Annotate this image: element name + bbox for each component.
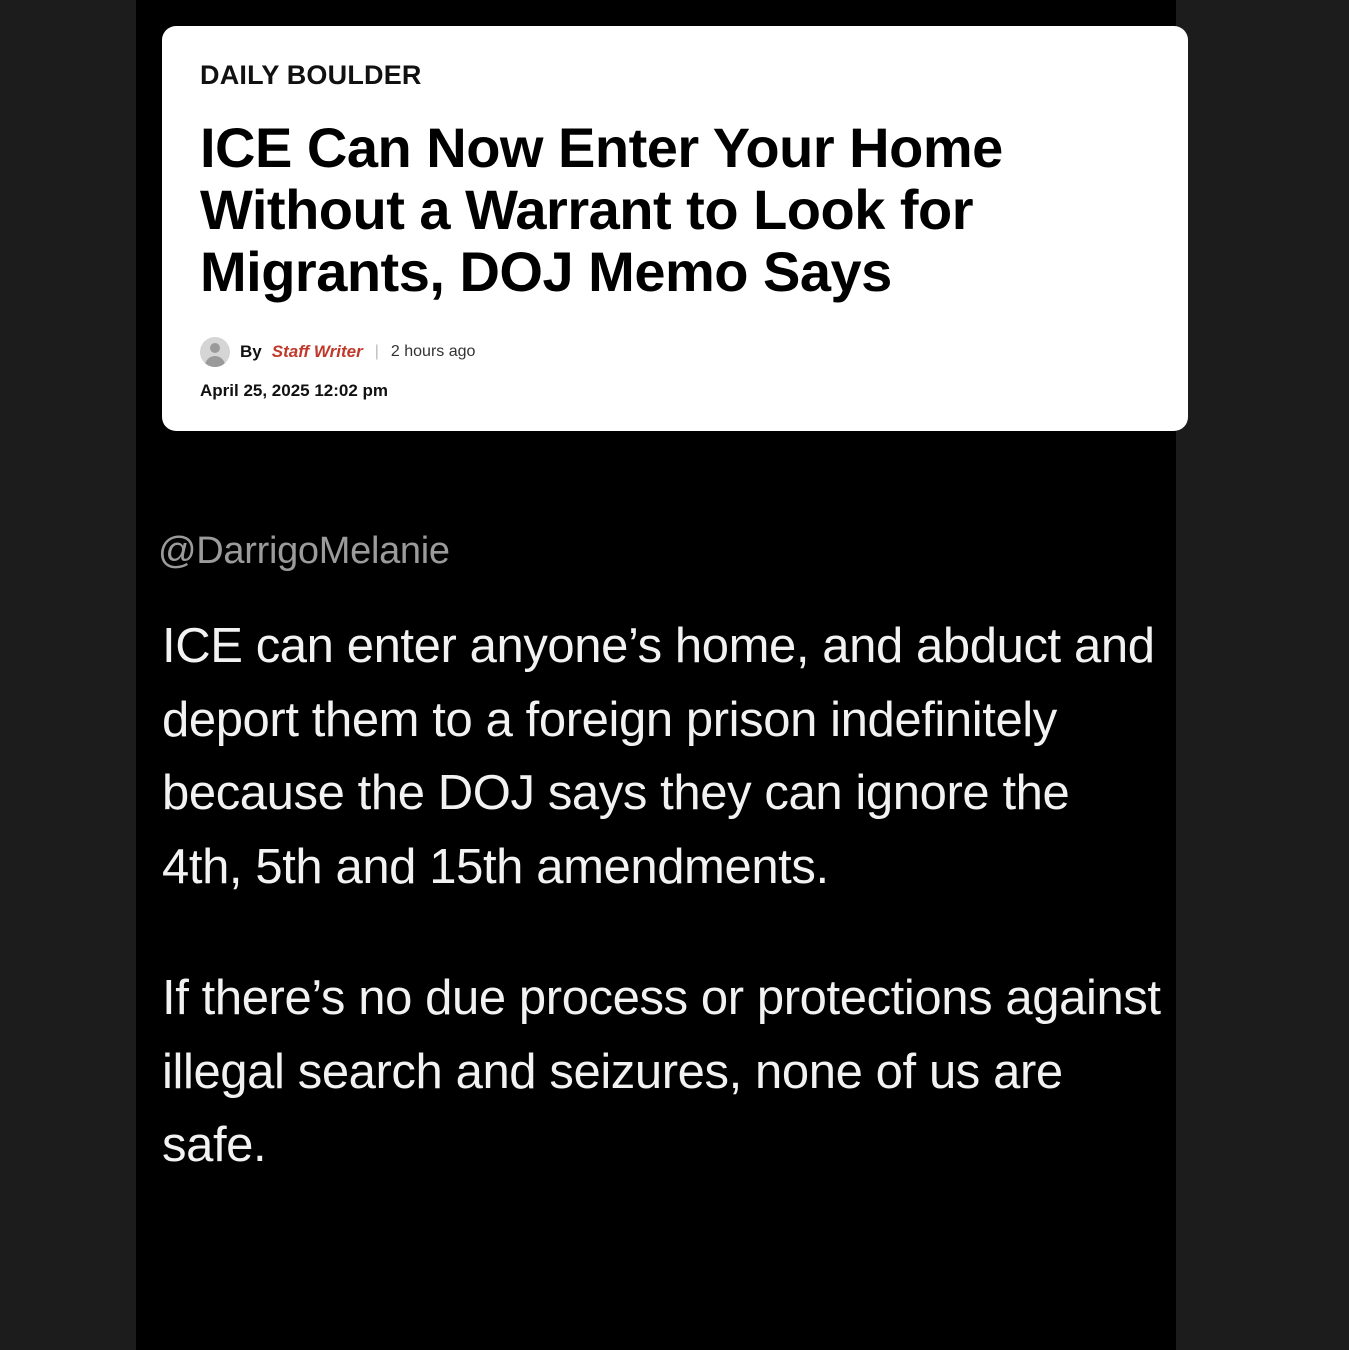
byline xyxy=(200,337,1150,367)
post-paragraph: If there’s no due process or protections against illegal search and seizures, none of us are safe. xyxy=(162,971,1161,1172)
post-text xyxy=(162,610,1162,1183)
news-article-card[interactable] xyxy=(162,26,1188,431)
byline-by-label: By xyxy=(240,342,262,362)
byline-author-name[interactable]: Staff Writer xyxy=(271,342,363,362)
byline-relative-time: 2 hours ago xyxy=(390,343,476,361)
byline-separator: | xyxy=(374,343,379,361)
post-paragraph: ICE can enter anyone’s home, and abduct and deport them to a foreign prison indefinitely because the DOJ says they can ignore the 4th, 5th and 15th amendments. xyxy=(162,619,1155,894)
user-avatar-icon xyxy=(200,337,230,367)
news-publish-date: April 25, 2025 12:02 pm xyxy=(200,381,389,401)
news-brand-label: DAILY BOULDER xyxy=(200,60,422,90)
social-post xyxy=(136,0,1176,1350)
post-author-handle[interactable]: @DarrigoMelanie xyxy=(158,530,450,572)
news-headline: ICE Can Now Enter Your Home Without a Warrant to Look for Migrants, DOJ Memo Says xyxy=(200,116,1003,304)
